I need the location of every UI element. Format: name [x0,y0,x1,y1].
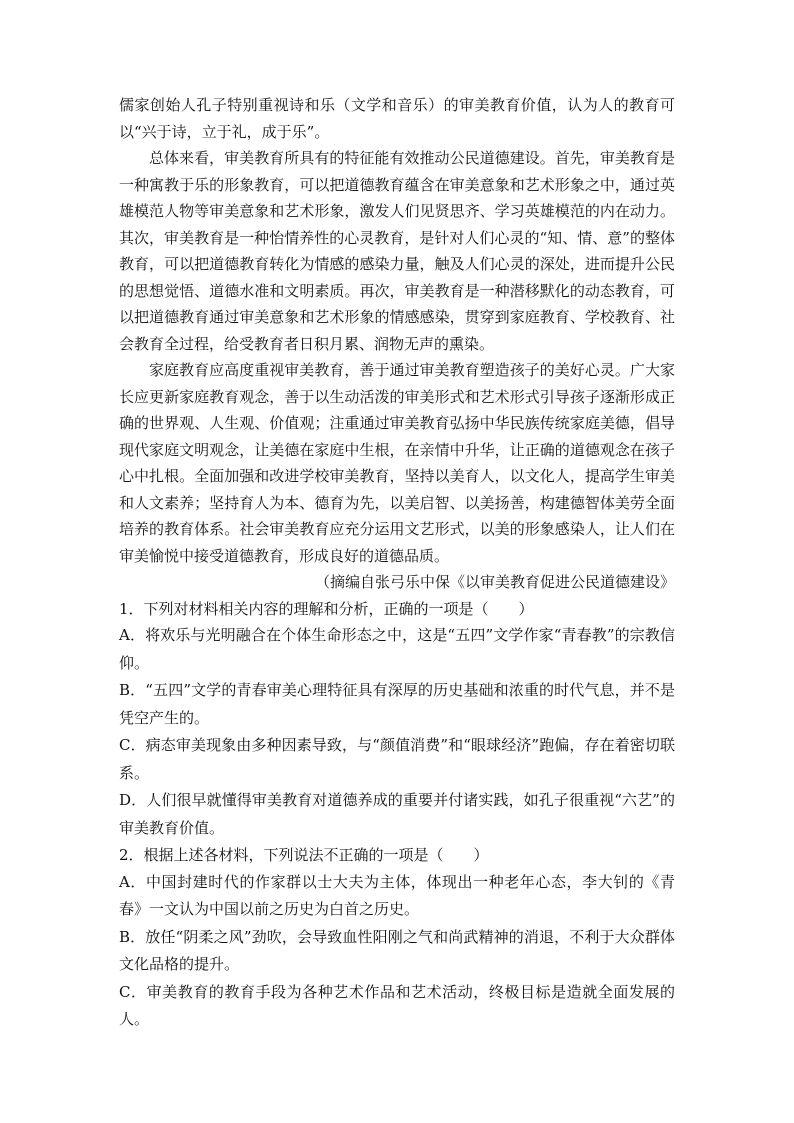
question-1 [119,596,675,843]
question-stem: 2．根据上述各材料，下列说法不正确的一项是（ ） [119,846,489,864]
passage-source: （摘编自张弓乐中保《以审美教育促进公民道德建设》 [314,573,675,591]
document-page [119,92,675,1034]
question-option-b: B．放任“阴柔之风”劲吹，会导致血性阳刚之气和尚武精神的消退，不利于大众群体文化品格的提升。 [119,927,675,973]
passage-paragraph-3: 家庭教育应高度重视审美教育，善于通过审美教育塑造孩子的美好心灵。广大家长应更新家庭教育观念，善于以生动活泼的审美形式和艺术形式引导孩子逐渐形成正确的世界观、人生观、价值观；注重通过审美教育弘扬中华民族传统家庭美德，倡导现代家庭文明观念，让美德在家庭中生根，在亲情中升华，让正确的道德观念在孩子心中扎根。全面加强和改进学校审美教育，坚持以美育人，以文化人，提高学生审美和人文素养；坚持育人为本、德育为先，以美启智、以美扬善，构建德智体美劳全面培养的教育体系。社会审美教育应充分运用文艺形式，以美的形象感染人，让人们在审美愉悦中接受道德教育，形成良好的道德品质。 [119,361,675,565]
passage-paragraph-2: 总体来看，审美教育所具有的特征能有效推动公民道德建设。首先，审美教育是一种寓教于乐的形象教育，可以把道德教育蕴含在审美意象和艺术形象之中，通过英雄模范人物等审美意象和艺术形象，激发人们见贤思齐、学习英雄模范的内在动力。其次，审美教育是一种怡情养性的心灵教育，是针对人们心灵的“知、情、意”的整体教育，可以把道德教育转化为情感的感染力量，触及人们心灵的深处，进而提升公民的思想觉悟、道德水准和文明素质。再次，审美教育是一种潜移默化的动态教育，可以把道德教育通过审美意象和艺术形象的情感感染，贯穿到家庭教育、学校教育、社会教育全过程，给受教育者日积月累、润物无声的熏染。 [119,149,675,353]
passage-paragraph-1: 儒家创始人孔子特别重视诗和乐（文学和音乐）的审美教育价值，认为人的教育可以“兴于诗，立于礼，成于乐”。 [119,96,675,141]
question-option-d: D．人们很早就懂得审美教育对道德养成的重要并付诸实践，如孔子很重视“六艺”的审美教育价值。 [119,791,675,837]
question-stem: 1．下列对材料相关内容的理解和分析，正确的一项是（ ） [119,599,534,618]
question-option-c: C．审美教育的教育手段为各种艺术作品和艺术活动，终极目标是造就全面发展的人。 [119,982,675,1028]
question-option-b: B．“五四”文学的青春审美心理特征具有深厚的历史基础和浓重的时代气息，并不是凭空产生的。 [119,681,675,727]
question-option-a: A．中国封建时代的作家群以士大夫为主体，体现出一种老年心态，李大钊的《青春》一文认为中国以前之历史为白首之历史。 [119,872,675,918]
question-option-c: C．病态审美现象由多种因素导致，与“颜值消费”和“眼球经济”跑偏，存在着密切联系。 [119,736,675,782]
question-2 [119,842,675,1034]
question-option-a: A．将欢乐与光明融合在个体生命形态之中，这是“五四”文学作家“青春教”的宗教信仰。 [119,626,675,672]
